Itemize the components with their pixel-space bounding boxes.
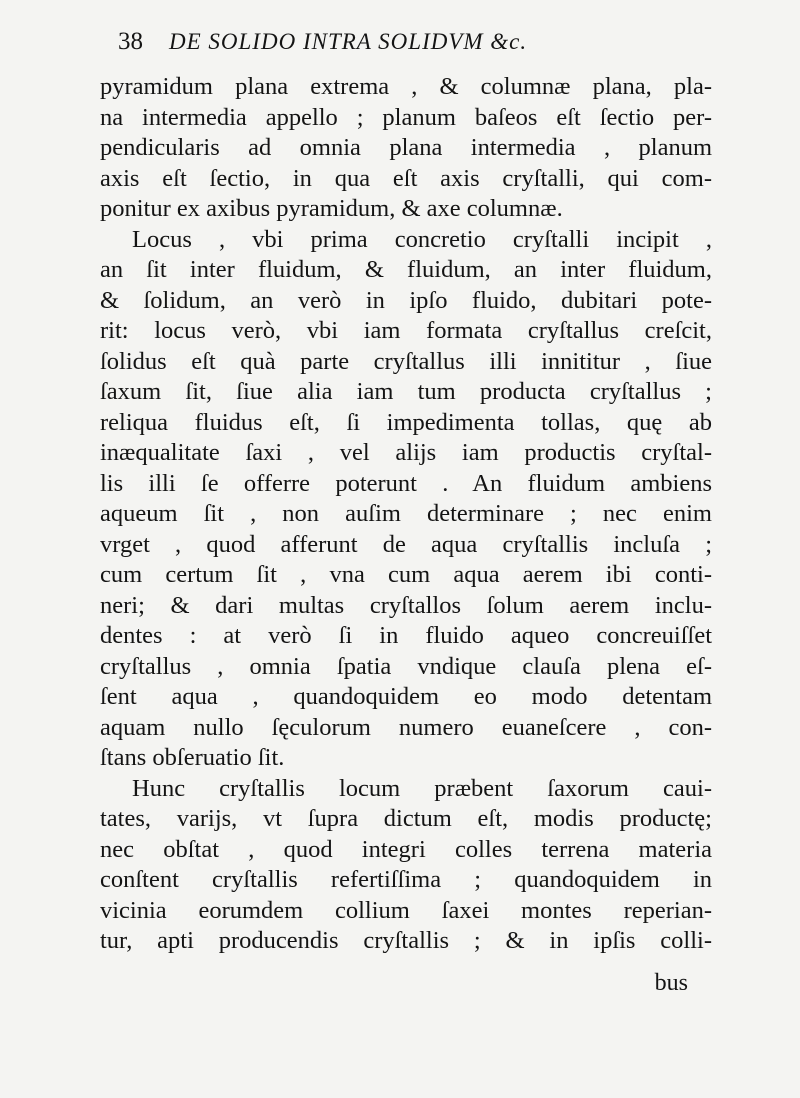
text-line: Hunc cryſtallis locum præbent ſaxorum caui- bbox=[132, 774, 712, 802]
text-line: rit: locus verò, vbi iam formata cryſtallus creſcit, bbox=[100, 317, 712, 344]
text-line: dentes : at verò ſi in fluido aqueo concreuiſſet bbox=[100, 622, 712, 649]
text-line: axis eſt ſectio, in qua eſt axis cryſtalli, qui com- bbox=[100, 164, 712, 192]
page-number: 38 bbox=[118, 28, 143, 55]
text-line: aqueum ſit , non auſim determinare ; nec enim bbox=[100, 500, 712, 527]
text-line: conſtent cryſtallis refertiſſima ; quandoquidem in bbox=[100, 866, 712, 893]
text-line: inæqualitate ſaxi , vel alijs iam productis cryſtal- bbox=[100, 439, 712, 466]
text-line: ſent aqua , quandoquidem eo modo detentam bbox=[100, 683, 712, 710]
text-line: ſaxum ſit, ſiue alia iam tum producta cryſtallus ; bbox=[100, 378, 712, 405]
text-line: cryſtallus , omnia ſpatia vndique clauſa plena eſ- bbox=[100, 652, 712, 680]
text-line: Locus , vbi prima concretio cryſtalli incipit , bbox=[132, 225, 712, 253]
text-line: na intermedia appello ; planum baſeos eſt ſectio per- bbox=[100, 103, 712, 131]
text-line: tates, varijs, vt ſupra dictum eſt, modis productę; bbox=[100, 805, 712, 832]
text-line: vrget , quod afferunt de aqua cryſtallis incluſa ; bbox=[100, 530, 712, 558]
text-line: nec obſtat , quod integri colles terrena materia bbox=[100, 835, 712, 863]
text-line: cum certum ſit , vna cum aqua aerem ibi conti- bbox=[100, 561, 712, 588]
text-line: an ſit inter fluidum, & fluidum, an inter fluidum, bbox=[100, 256, 712, 283]
text-line: ponitur ex axibus pyramidum, & axe columnæ. bbox=[100, 195, 563, 222]
text-line: & ſolidum, an verò in ipſo fluido, dubitari pote- bbox=[100, 286, 712, 314]
text-line: lis illi ſe offerre poterunt . An fluidum ambiens bbox=[100, 469, 712, 497]
running-title: DE SOLIDO INTRA SOLIDVM &c. bbox=[169, 29, 528, 54]
catchword: bus bbox=[654, 970, 688, 996]
text-line: reliqua fluidus eſt, ſi impedimenta tollas, quę ab bbox=[100, 408, 712, 436]
body-text bbox=[100, 72, 712, 957]
text-line: pendicularis ad omnia plana intermedia , planum bbox=[100, 134, 712, 161]
page-header bbox=[118, 28, 698, 64]
text-line: neri; & dari multas cryſtallos ſolum aerem inclu- bbox=[100, 591, 712, 619]
text-line: aquam nullo ſęculorum numero euaneſcere , con- bbox=[100, 713, 712, 741]
text-line: ſolidus eſt quà parte cryſtallus illi innititur , ſiue bbox=[100, 347, 712, 375]
text-line: vicinia eorumdem collium ſaxei montes reperian- bbox=[100, 896, 712, 924]
text-line: tur, apti producendis cryſtallis ; & in ipſis colli- bbox=[100, 927, 712, 954]
text-line: ſtans obſeruatio ſit. bbox=[100, 744, 285, 771]
text-line: pyramidum plana extrema , & columnæ plana, pla- bbox=[100, 73, 712, 100]
